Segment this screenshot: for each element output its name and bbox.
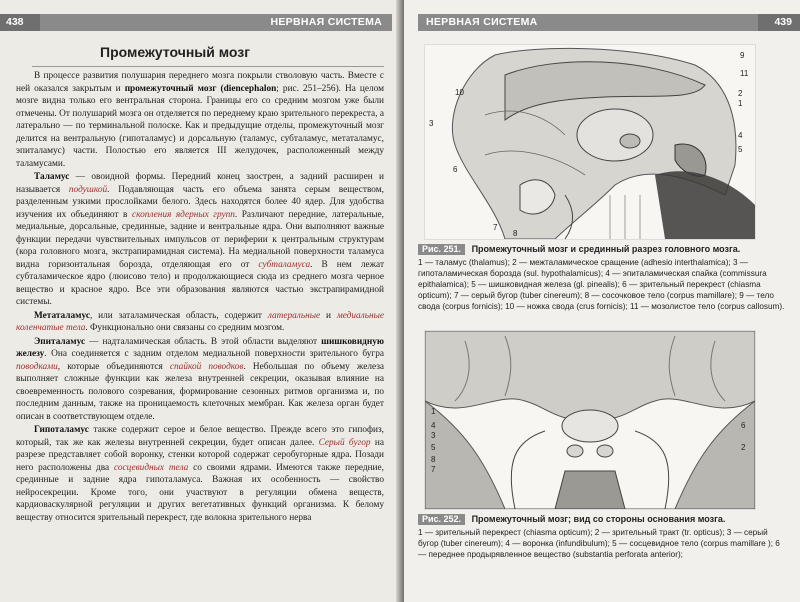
figure-251-brain-midsagittal xyxy=(424,44,756,240)
body-paragraph: Метаталамус, или заталамическая область, содержит латеральные и медиальные коленчатые тела. Функционально они связаны со средним мозгом. xyxy=(16,310,385,333)
right-page xyxy=(404,0,800,602)
figure-252-caption xyxy=(418,514,790,560)
fig1-label-3: 3 xyxy=(429,119,434,128)
figure-252-title: Промежуточный мозг; вид со стороны основания мозга. xyxy=(471,514,726,524)
fig1-label-7: 7 xyxy=(493,223,498,232)
fig1-label-6: 6 xyxy=(453,165,458,174)
fig2-label-2: 2 xyxy=(741,443,746,452)
figure-252-legend: 1 — зрительный перекрест (chiasma opticum); 2 — зрительный тракт (tr. opticus); 3 — серый бугор (tuber cinereum); 4 — воронка (infundibulum); 5 — сосцевидное тело (corpus mamillare ); 6 — переднее продырявленное вещество (substantia perforata anterior); xyxy=(418,528,780,559)
heading-divider xyxy=(32,66,384,67)
body-paragraph: В процессе развития полушария переднего мозга покрыли стволовую часть. Вместе с ней оказался закрытым и промежуточный мозг (diencephalon; рис. 251–256). На целом мозге видна только его вентральная сторона. Границы его со средним мозгом уже были отмечены. От полушарий мозга он отделяется по переднему краю зрительного перекреста, а латерально — по терминальной полоске. Как и предыдущие отделы, промежуточный мозг делится на вентральную (гипоталамус) и дорсальную (таламус, субталамус, метаталамус, эпиталамус) части. Полостью его является III желудочек, расположенный между таламусами. xyxy=(16,71,385,169)
fig2-label-3: 3 xyxy=(431,431,436,440)
section-heading: Промежуточный мозг xyxy=(100,44,251,60)
fig1-label-5: 5 xyxy=(738,145,743,154)
figure-252-brain-base xyxy=(424,330,756,510)
fig2-label-1: 1 xyxy=(431,407,436,416)
fig1-label-11: 11 xyxy=(740,69,749,78)
fig2-label-7: 7 xyxy=(431,465,436,474)
figure-252-tag: Рис. 252. xyxy=(418,514,465,525)
left-running-title: НЕРВНАЯ СИСТЕМА xyxy=(270,16,382,28)
fig1-label-8: 8 xyxy=(513,229,518,238)
right-page-number: 439 xyxy=(774,16,792,28)
left-page-number: 438 xyxy=(6,16,24,28)
fig1-label-1: 1 xyxy=(738,99,743,108)
body-paragraph: Таламус — овоидной формы. Передний конец заострен, а задний расширен и называется подушкой. Подавляющая часть его объема занята серым веществом, разделенным узкими прослойками белого. Здесь находятся более 40 ядер. Для удобства изучения их объединяют в скопления ядерных групп. Различают передние, латеральные, медиальные, дорсальные, срединные, задние и вентральные ядра. Они выполняют важные функции передачи чувствительных импульсов от периферии к центральным структурам (кора головного мозга, экстрапирамидная система). На медиальной поверхности таламуса видна горизонтальная борозда, отделяющая его от субталамуса. В нем лежат субталамическое ядро (люисово тело) и продолжающиеся сюда из среднего мозга черное вещество и красное ядро. Все эти образования являются частью экстрапирамидной системы. xyxy=(16,172,385,307)
figure-251-legend: 1 — таламус (thalamus); 2 — межталамическое сращение (adhesio interthalamica); 3 — гипоталамическая борозда (sul. hypothalamicus); 4 — эпиталамическая спайка (commissura epithalamica); 5 — шишковидная железа (gl. pinealis); 6 — зрительный перекрест (chiasma opticum); 7 — серый бугор (tuber cinereum); 8 — сосочковое тело (corpus mamillare); 9 — тело свода (corpus fornicis); 10 — ножка свода (crus fornicis); 11 — мозолистое тело (corpus callosum). xyxy=(418,258,785,311)
fig2-label-5: 5 xyxy=(431,443,436,452)
fig1-label-10: 10 xyxy=(455,88,464,97)
body-paragraph: Эпиталамус — надталамическая область. В этой области выделяют шишковидную железу. Она соединяется с задним отделом медиальной поверхности зрительного бугра поводками, которые объединяются спайкой поводков. Небольшая по объему железа выполняет сложные функции как железа внутренней секреции, оказывая влияние на своевременность полового созревания, формирование сезонных ритмов организма и, по последним данным, также на проницаемость клеточных мембран. Как железа орган будет описан в соответствующем отделе. xyxy=(16,336,385,422)
figure-251-title: Промежуточный мозг и срединный разрез головного мозга. xyxy=(471,244,741,254)
body-text xyxy=(16,70,384,525)
brain-base-illustration xyxy=(425,331,755,509)
fig2-label-6: 6 xyxy=(741,421,746,430)
left-running-head xyxy=(0,14,392,31)
body-paragraph: Гипоталамус также содержит серое и белое вещество. Прежде всего это гипофиз, который, так же как железы внутренней секреции, будет описан далее. Серый бугор на разрезе представляет собой воронку, стенки которой содержат серобугорные ядра. Позади него расположены два сосцевидных тела со своими ядрами. Имеются также передние, срединные и задние ядра гипоталамуса. Важная их особенность — свойство нейросекреции. Кроме того, они участвуют в регуляции обмена веществ, кардиоваскулярной регуляции и других вегетативных функций организма. К белому веществу относится зрительный перекрест, где волокна зрительного нерва xyxy=(16,425,384,523)
brain-section-illustration xyxy=(425,45,755,239)
fig2-label-8: 8 xyxy=(431,455,436,464)
right-running-title: НЕРВНАЯ СИСТЕМА xyxy=(426,16,538,28)
fig1-label-9: 9 xyxy=(740,51,745,60)
figure-251-caption xyxy=(418,244,790,312)
fig2-label-4: 4 xyxy=(431,421,436,430)
fig1-label-2: 2 xyxy=(738,89,743,98)
figure-251-tag: Рис. 251. xyxy=(418,244,465,255)
fig1-label-4: 4 xyxy=(738,131,743,140)
right-running-head xyxy=(418,14,800,31)
